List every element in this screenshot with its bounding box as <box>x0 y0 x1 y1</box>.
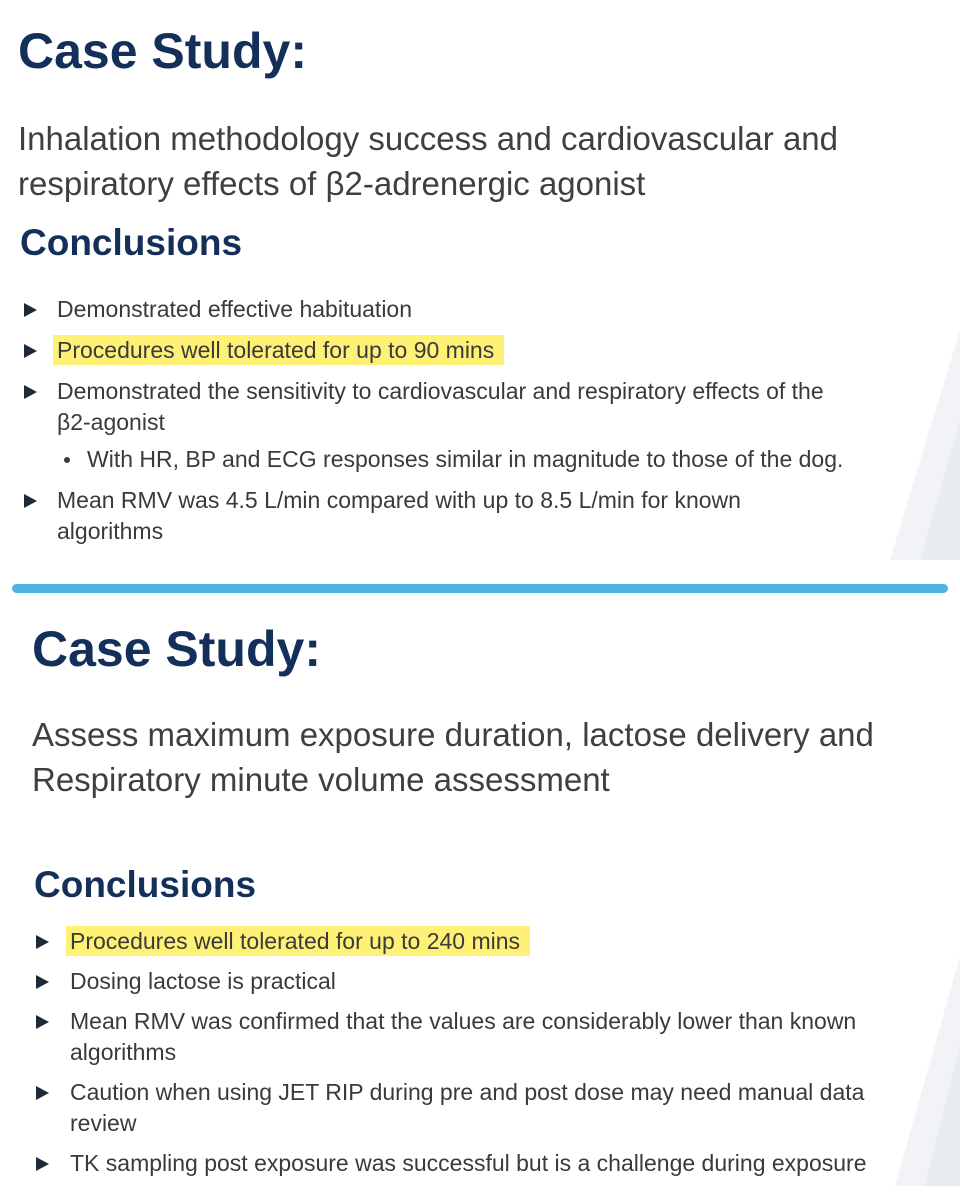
slide-2-subtitle <box>32 712 874 802</box>
list-item: Demonstrated effective habituation <box>24 294 944 325</box>
bullet-arrow-icon <box>36 1157 49 1171</box>
slide-2 <box>0 596 960 1200</box>
highlight-text: Procedures well tolerated for up to 90 mins <box>53 335 504 365</box>
list-item: Mean RMV was confirmed that the values are considerably lower than known algorithms <box>36 1006 948 1068</box>
slide-2-subtitle-line-2: Respiratory minute volume assessment <box>32 761 610 798</box>
bullet-arrow-icon <box>24 494 37 508</box>
slide-2-heading: Case Study: <box>32 621 321 677</box>
bullet-arrow-icon <box>36 975 49 989</box>
slide-1-subtitle-line-1: Inhalation methodology success and cardiovascular and <box>18 120 839 157</box>
list-item-highlighted <box>24 335 944 366</box>
slide-2-conclusions-heading: Conclusions <box>34 864 257 905</box>
bullet-arrow-icon <box>36 1015 49 1029</box>
list-item: Mean RMV was 4.5 L/min compared with up to 8.5 L/min for known algorithms <box>24 485 944 547</box>
list-item: Caution when using JET RIP during pre and post dose may need manual data review <box>36 1077 948 1139</box>
sub-list-item: With HR, BP and ECG responses similar in magnitude to those of the dog. <box>24 444 944 475</box>
list-item: Demonstrated the sensitivity to cardiovascular and respiratory effects of the β2-agonist <box>24 376 944 438</box>
slide-1-subtitle <box>18 116 838 206</box>
bullet-arrow-icon <box>36 1086 49 1100</box>
bullet-arrow-icon <box>24 303 37 317</box>
slide-1-subtitle-line-2: respiratory effects of β2-adrenergic agonist <box>18 165 646 202</box>
sub-bullet-dot-icon <box>64 457 70 463</box>
bullet-arrow-icon <box>36 935 49 949</box>
highlight-text: Procedures well tolerated for up to 240 mins <box>66 926 530 956</box>
slide-1-conclusions-heading: Conclusions <box>20 222 243 263</box>
slide-1 <box>0 0 960 580</box>
list-item-highlighted <box>36 926 948 957</box>
slide-1-conclusions-list <box>24 294 944 547</box>
bullet-arrow-icon <box>24 385 37 399</box>
slide-divider <box>12 584 948 593</box>
slide-2-subtitle-line-1: Assess maximum exposure duration, lactose delivery and <box>32 716 874 753</box>
list-item: TK sampling post exposure was successful but is a challenge during exposure <box>36 1148 948 1179</box>
slide-2-conclusions-list <box>36 926 948 1179</box>
slide-1-heading: Case Study: <box>18 23 307 79</box>
list-item: Dosing lactose is practical <box>36 966 948 997</box>
bullet-arrow-icon <box>24 344 37 358</box>
